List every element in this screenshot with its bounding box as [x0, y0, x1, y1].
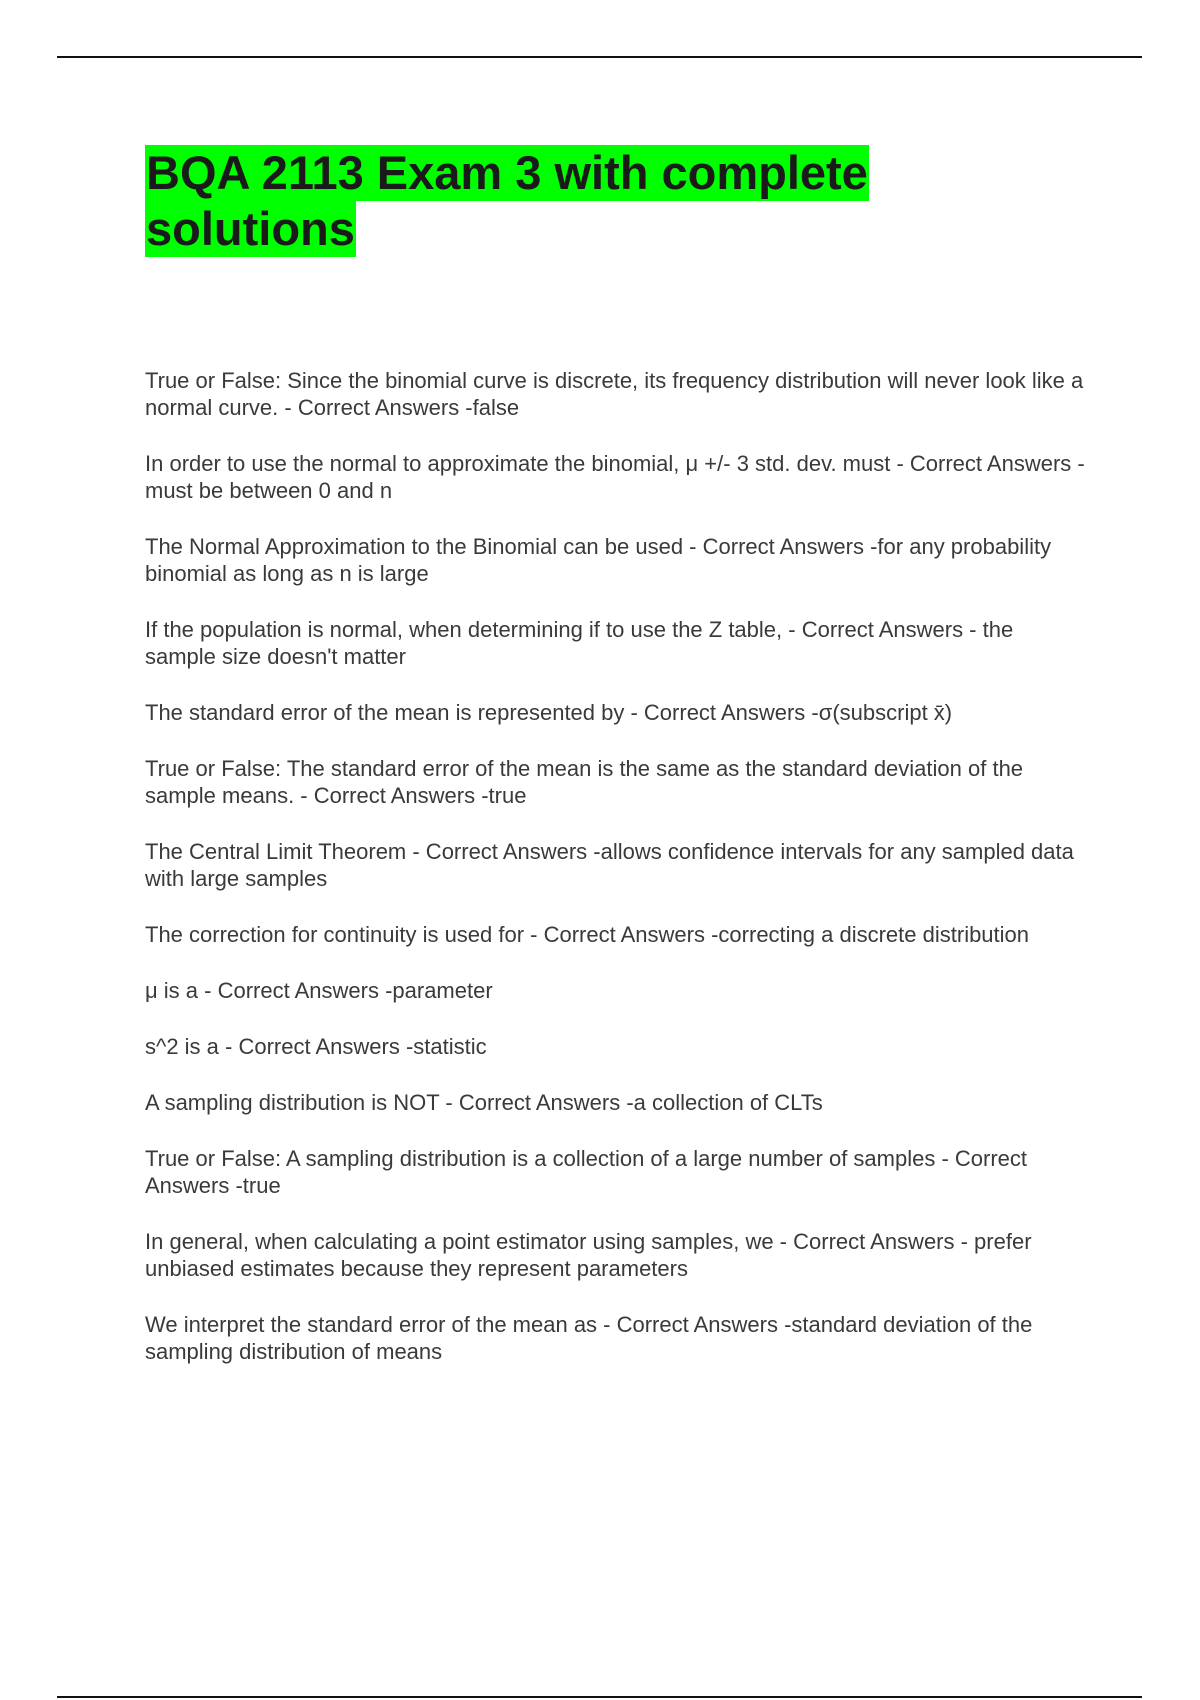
qa-item: s^2 is a - Correct Answers -statistic [145, 1034, 487, 1059]
qa-item: In order to use the normal to approximate the binomial, μ +/- 3 std. dev. must - Correct Answers -must be between 0 and n [145, 451, 1085, 503]
qa-item: μ is a - Correct Answers -parameter [145, 978, 493, 1003]
question-answer-list [145, 367, 1085, 1394]
qa-item: The Normal Approximation to the Binomial can be used - Correct Answers -for any probability binomial as long as n is large [145, 534, 1052, 586]
document-title [145, 145, 945, 257]
title-line-1: BQA 2113 Exam 3 with complete [146, 146, 868, 199]
footer-rule [57, 1696, 1142, 1698]
qa-item: If the population is normal, when determining if to use the Z table, - Correct Answers - the sample size doesn't matter [145, 617, 1014, 669]
qa-item: True or False: Since the binomial curve is discrete, its frequency distribution will never look like a normal curve. - Correct Answers -false [145, 368, 1084, 420]
title-line-2: solutions [146, 202, 355, 255]
qa-item: The correction for continuity is used for - Correct Answers -correcting a discrete distribution [145, 922, 1030, 947]
qa-item: We interpret the standard error of the mean as - Correct Answers -standard deviation of the sampling distribution of means [145, 1312, 1033, 1364]
qa-item: True or False: The standard error of the mean is the same as the standard deviation of the sample means. - Correct Answers -true [145, 756, 1024, 808]
qa-item: True or False: A sampling distribution is a collection of a large number of samples - Correct Answers -true [145, 1146, 1028, 1198]
header-rule [57, 56, 1142, 58]
qa-item: In general, when calculating a point estimator using samples, we - Correct Answers - prefer unbiased estimates because they represent parameters [145, 1229, 1032, 1281]
qa-item: A sampling distribution is NOT - Correct Answers -a collection of CLTs [145, 1090, 823, 1115]
qa-item: The standard error of the mean is represented by - Correct Answers -σ(subscript x̄) [145, 700, 953, 725]
qa-item: The Central Limit Theorem - Correct Answers -allows confidence intervals for any sampled data with large samples [145, 839, 1074, 891]
